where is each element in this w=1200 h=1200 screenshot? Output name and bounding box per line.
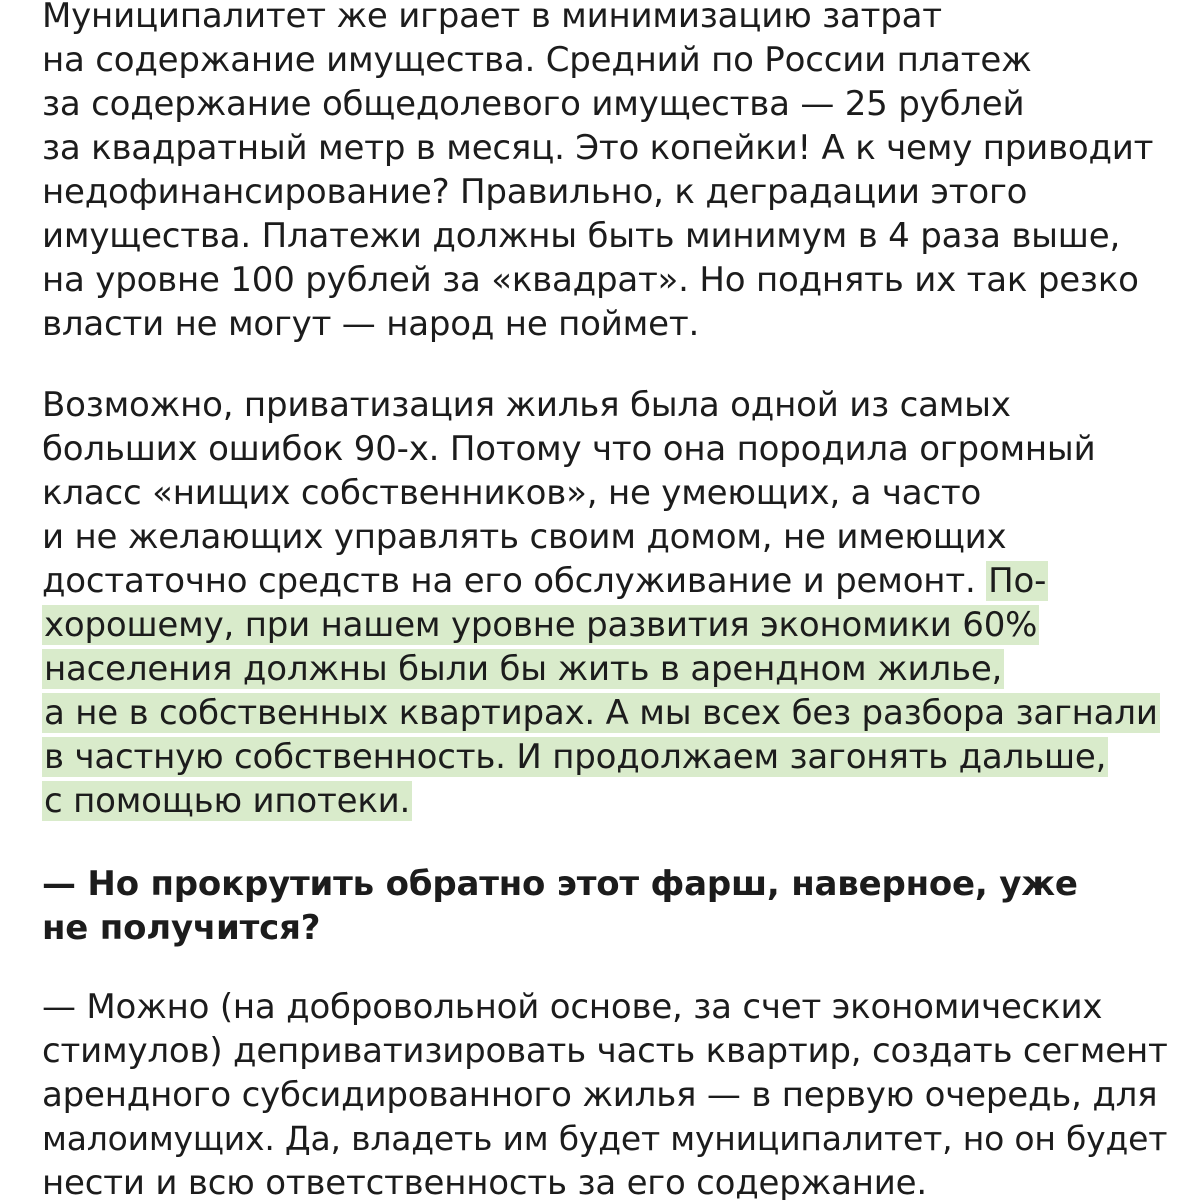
paragraph-line: и не желающих управлять своим домом, не имеющих: [42, 517, 1007, 557]
paragraph-line: арендного субсидированного жилья — в первую очередь, для: [42, 1075, 1158, 1115]
highlighted-text: с помощью ипотеки.: [44, 781, 411, 821]
paragraph-line: власти не могут — народ не поймет.: [42, 304, 700, 344]
paragraph-line: стимулов) деприватизировать часть квартир, создать сегмент: [42, 1031, 1168, 1071]
highlighted-text: хорошему, при нашем уровне развития экономики 60%: [44, 605, 1038, 645]
highlighted-line: [42, 735, 1108, 779]
paragraph-line: [42, 559, 1048, 603]
paragraph-line: за квадратный метр в месяц. Это копейки! А к чему приводит: [42, 128, 1154, 168]
paragraph-line: класс «нищих собственников», не умеющих, а часто: [42, 473, 982, 513]
plain-text: достаточно средств на его обслуживание и ремонт.: [42, 561, 987, 601]
paragraph-line: нести и всю ответственность за его содержание.: [42, 1163, 927, 1200]
highlighted-line: [42, 691, 1160, 735]
highlighted-text: в частную собственность. И продолжаем загонять дальше,: [44, 737, 1107, 777]
question-line: не получится?: [42, 908, 321, 948]
paragraph-line: Муниципалитет же играет в минимизацию затрат: [42, 0, 942, 36]
paragraph-line: на уровне 100 рублей за «квадрат». Но поднять их так резко: [42, 260, 1139, 300]
highlighted-text: а не в собственных квартирах. А мы всех без разбора загнали: [44, 693, 1158, 733]
paragraph-line: недофинансирование? Правильно, к деградации этого: [42, 172, 1028, 212]
paragraph-line: на содержание имущества. Средний по России платеж: [42, 40, 1032, 80]
highlighted-line: [42, 779, 412, 823]
highlighted-line: [42, 603, 1039, 647]
paragraph-line: больших ошибок 90-х. Потому что она породила огромный: [42, 429, 1096, 469]
paragraph-line: малоимущих. Да, владеть им будет муниципалитет, но он будет: [42, 1119, 1168, 1158]
paragraph-line: — Можно (на добровольной основе, за счет экономических: [42, 987, 1103, 1027]
highlighted-line: [42, 647, 1004, 691]
highlighted-text: населения должны были бы жить в арендном жилье,: [44, 649, 1003, 689]
question-line: — Но прокрутить обратно этот фарш, наверное, уже: [42, 864, 1078, 904]
highlighted-text: По-: [988, 561, 1047, 601]
paragraph-line: Возможно, приватизация жилья была одной из самых: [42, 385, 1011, 425]
paragraph-line: имущества. Платежи должны быть минимум в 4 раза выше,: [42, 216, 1121, 256]
paragraph-line: за содержание общедолевого имущества — 25 рублей: [42, 84, 1025, 124]
